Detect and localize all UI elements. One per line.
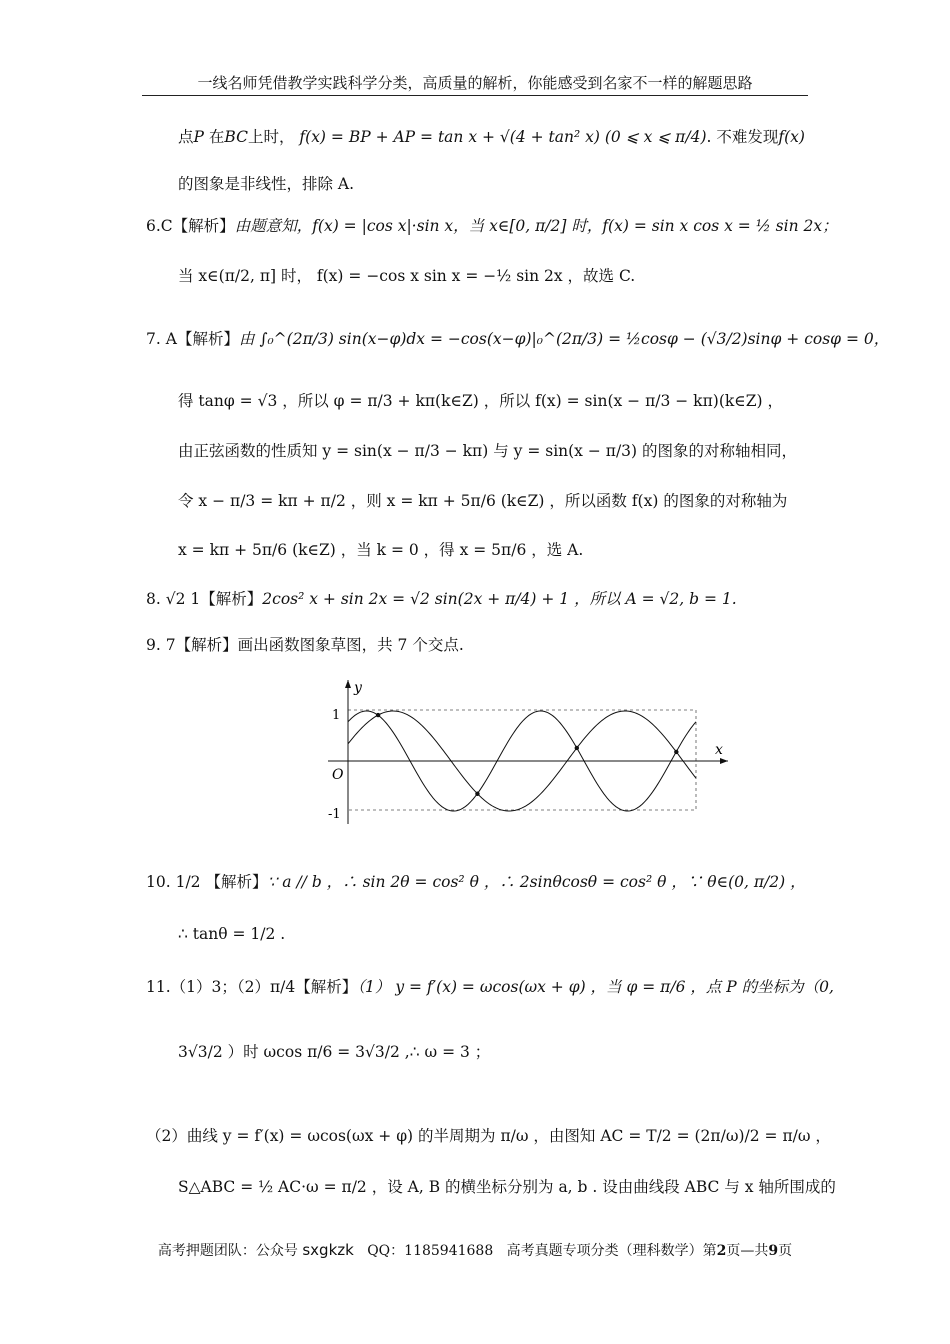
q7-text-1: 由 ∫₀^(2π/3) sin(x−φ)dx = −cos(x−φ)|₀^(2π/3) = ½cosφ − (√3/2)sinφ + cosφ = 0，	[238, 330, 890, 348]
q6-text-1: 由题意知，f(x) = |cos x|·sin x，当 x∈[0, π/2] 时，f(x) = sin x cos x = ½ sin 2x；	[234, 217, 838, 235]
intersection-dot	[575, 746, 579, 750]
footer-page: 2	[716, 1243, 727, 1259]
footer-code: sxgkzk	[302, 1241, 354, 1259]
origin-label: O	[332, 767, 344, 783]
page-footer	[142, 1240, 808, 1260]
q10-line-2: ∴ tanθ = 1/2 .	[178, 925, 286, 943]
q11-line-1	[146, 978, 834, 997]
q11-number: 11.	[146, 978, 171, 996]
q10-number: 10.	[146, 873, 171, 891]
q11-answer: （1）3；（2）π/4	[170, 978, 296, 996]
footer-team: 高考押题团队：公众号	[157, 1243, 298, 1259]
function-graph	[318, 672, 738, 832]
q11-line-3: （2）曲线 y = f′(x) = ωcos(ωx + φ) 的半周期为 π/ω ，由图知 AC = T/2 = (2π/ω)/2 = π/ω ，	[146, 1127, 831, 1145]
q9-number: 9.	[146, 636, 161, 654]
q11-line-2: 3√3/2 ）时 ωcos π/6 = 3√3/2 ,∴ ω = 3 ；	[178, 1043, 491, 1061]
q9-line-1	[146, 636, 464, 655]
q6-answer: C	[160, 217, 173, 235]
q5-line-2: 的图象是非线性，排除 A.	[178, 175, 355, 193]
q10-text-1: ∵ a // b ，∴ sin 2θ = cos² θ ，∴ 2sinθcosθ = cos² θ ，∵ θ∈(0, π/2) ，	[267, 873, 806, 891]
q7-line-3: 由正弦函数的性质知 y = sin(x − π/3 − kπ) 与 y = sin(x − π/3) 的图象的对称轴相同，	[178, 442, 798, 460]
q8-answer: √2 1	[165, 590, 201, 608]
dashed-box	[348, 710, 696, 810]
q9-answer: 7	[165, 636, 176, 654]
y-label: y	[354, 680, 362, 696]
q5-expression: f(x) = BP + AP = tan x + √(4 + tan² x) (0 ⩽ x ⩽ π/4)	[299, 128, 707, 146]
q7-tag: 【解析】	[176, 330, 239, 348]
var-bc: BC	[224, 128, 248, 146]
q11-line-4: S△ABC = ½ AC·ω = π/2 ，设 A, B 的横坐标分别为 a, b . 设由曲线段 ABC 与 x 轴所围成的	[178, 1178, 836, 1196]
q7-line-5: x = kπ + 5π/6 (k∈Z) ，当 k = 0 ，得 x = 5π/6 ，选 A.	[178, 541, 584, 559]
q7-answer: A	[165, 330, 177, 348]
q7-number: 7.	[146, 330, 161, 348]
q9-text-1: 画出函数图象草图，共 7 个交点.	[237, 636, 464, 654]
tick-1-label: 1	[332, 708, 341, 723]
x-axis-arrow	[720, 758, 728, 764]
q8-tag: 【解析】	[200, 590, 263, 608]
q7-line-4: 令 x − π/3 = kπ + π/2 ，则 x = kπ + 5π/6 (k∈Z) ，所以函数 f(x) 的图象的对称轴为	[178, 492, 788, 510]
q6-line-2: 当 x∈(π/2, π] 时， f(x) = −cos x sin x = −½ sin 2x ，故选 C.	[178, 267, 636, 285]
intersection-dot	[475, 792, 479, 796]
q7-line-1	[146, 330, 889, 349]
q8-number: 8.	[146, 590, 161, 608]
intersection-dot	[674, 750, 678, 754]
intersection-dot	[376, 713, 380, 717]
q6-number: 6.	[146, 217, 161, 235]
footer-total: 9	[768, 1243, 779, 1259]
q10-line-1	[146, 873, 806, 892]
q5-line-1: 点P 在BC上时， f(x) = BP + AP = tan x + √(4 + tan² x) (0 ⩽ x ⩽ π/4). 不难发现f(x)	[178, 128, 805, 146]
q7-line-2: 得 tanφ = √3 ，所以 φ = π/3 + kπ(k∈Z) ，所以 f(x) = sin(x − π/3 − kπ)(k∈Z) ，	[178, 392, 783, 410]
footer-suffix: 页	[778, 1243, 793, 1259]
tick-neg1-label: -1	[328, 807, 341, 822]
q10-answer: 1/2	[175, 873, 201, 891]
q11-text-1: （1） y = f′(x) = ωcos(ωx + φ) ，当 φ = π/6 ，点 P 的坐标为（0,	[357, 978, 834, 996]
y-axis-arrow	[345, 680, 351, 688]
q11-tag: 【解析】	[295, 978, 358, 996]
footer-book: 高考真题专项分类（理科数学）第	[506, 1243, 717, 1259]
q10-tag: 【解析】	[205, 873, 268, 891]
footer-sep: 页—共	[726, 1243, 769, 1259]
q6-line-1	[146, 217, 838, 236]
q8-line-1	[146, 590, 737, 609]
var-p: P	[193, 128, 204, 146]
footer-qq-label: QQ：	[367, 1243, 405, 1259]
q8-text-1: 2cos² x + sin 2x = √2 sin(2x + π/4) + 1 ，所以 A = √2, b = 1.	[262, 590, 737, 608]
q9-tag: 【解析】	[175, 636, 238, 654]
header-rule	[142, 95, 808, 96]
footer-qq: 1185941688	[404, 1243, 494, 1259]
page-header: 一线名师凭借教学实践科学分类，高质量的解析，你能感受到名家不一样的解题思路	[197, 74, 753, 92]
x-label: x	[715, 742, 723, 758]
q6-tag: 【解析】	[172, 217, 235, 235]
